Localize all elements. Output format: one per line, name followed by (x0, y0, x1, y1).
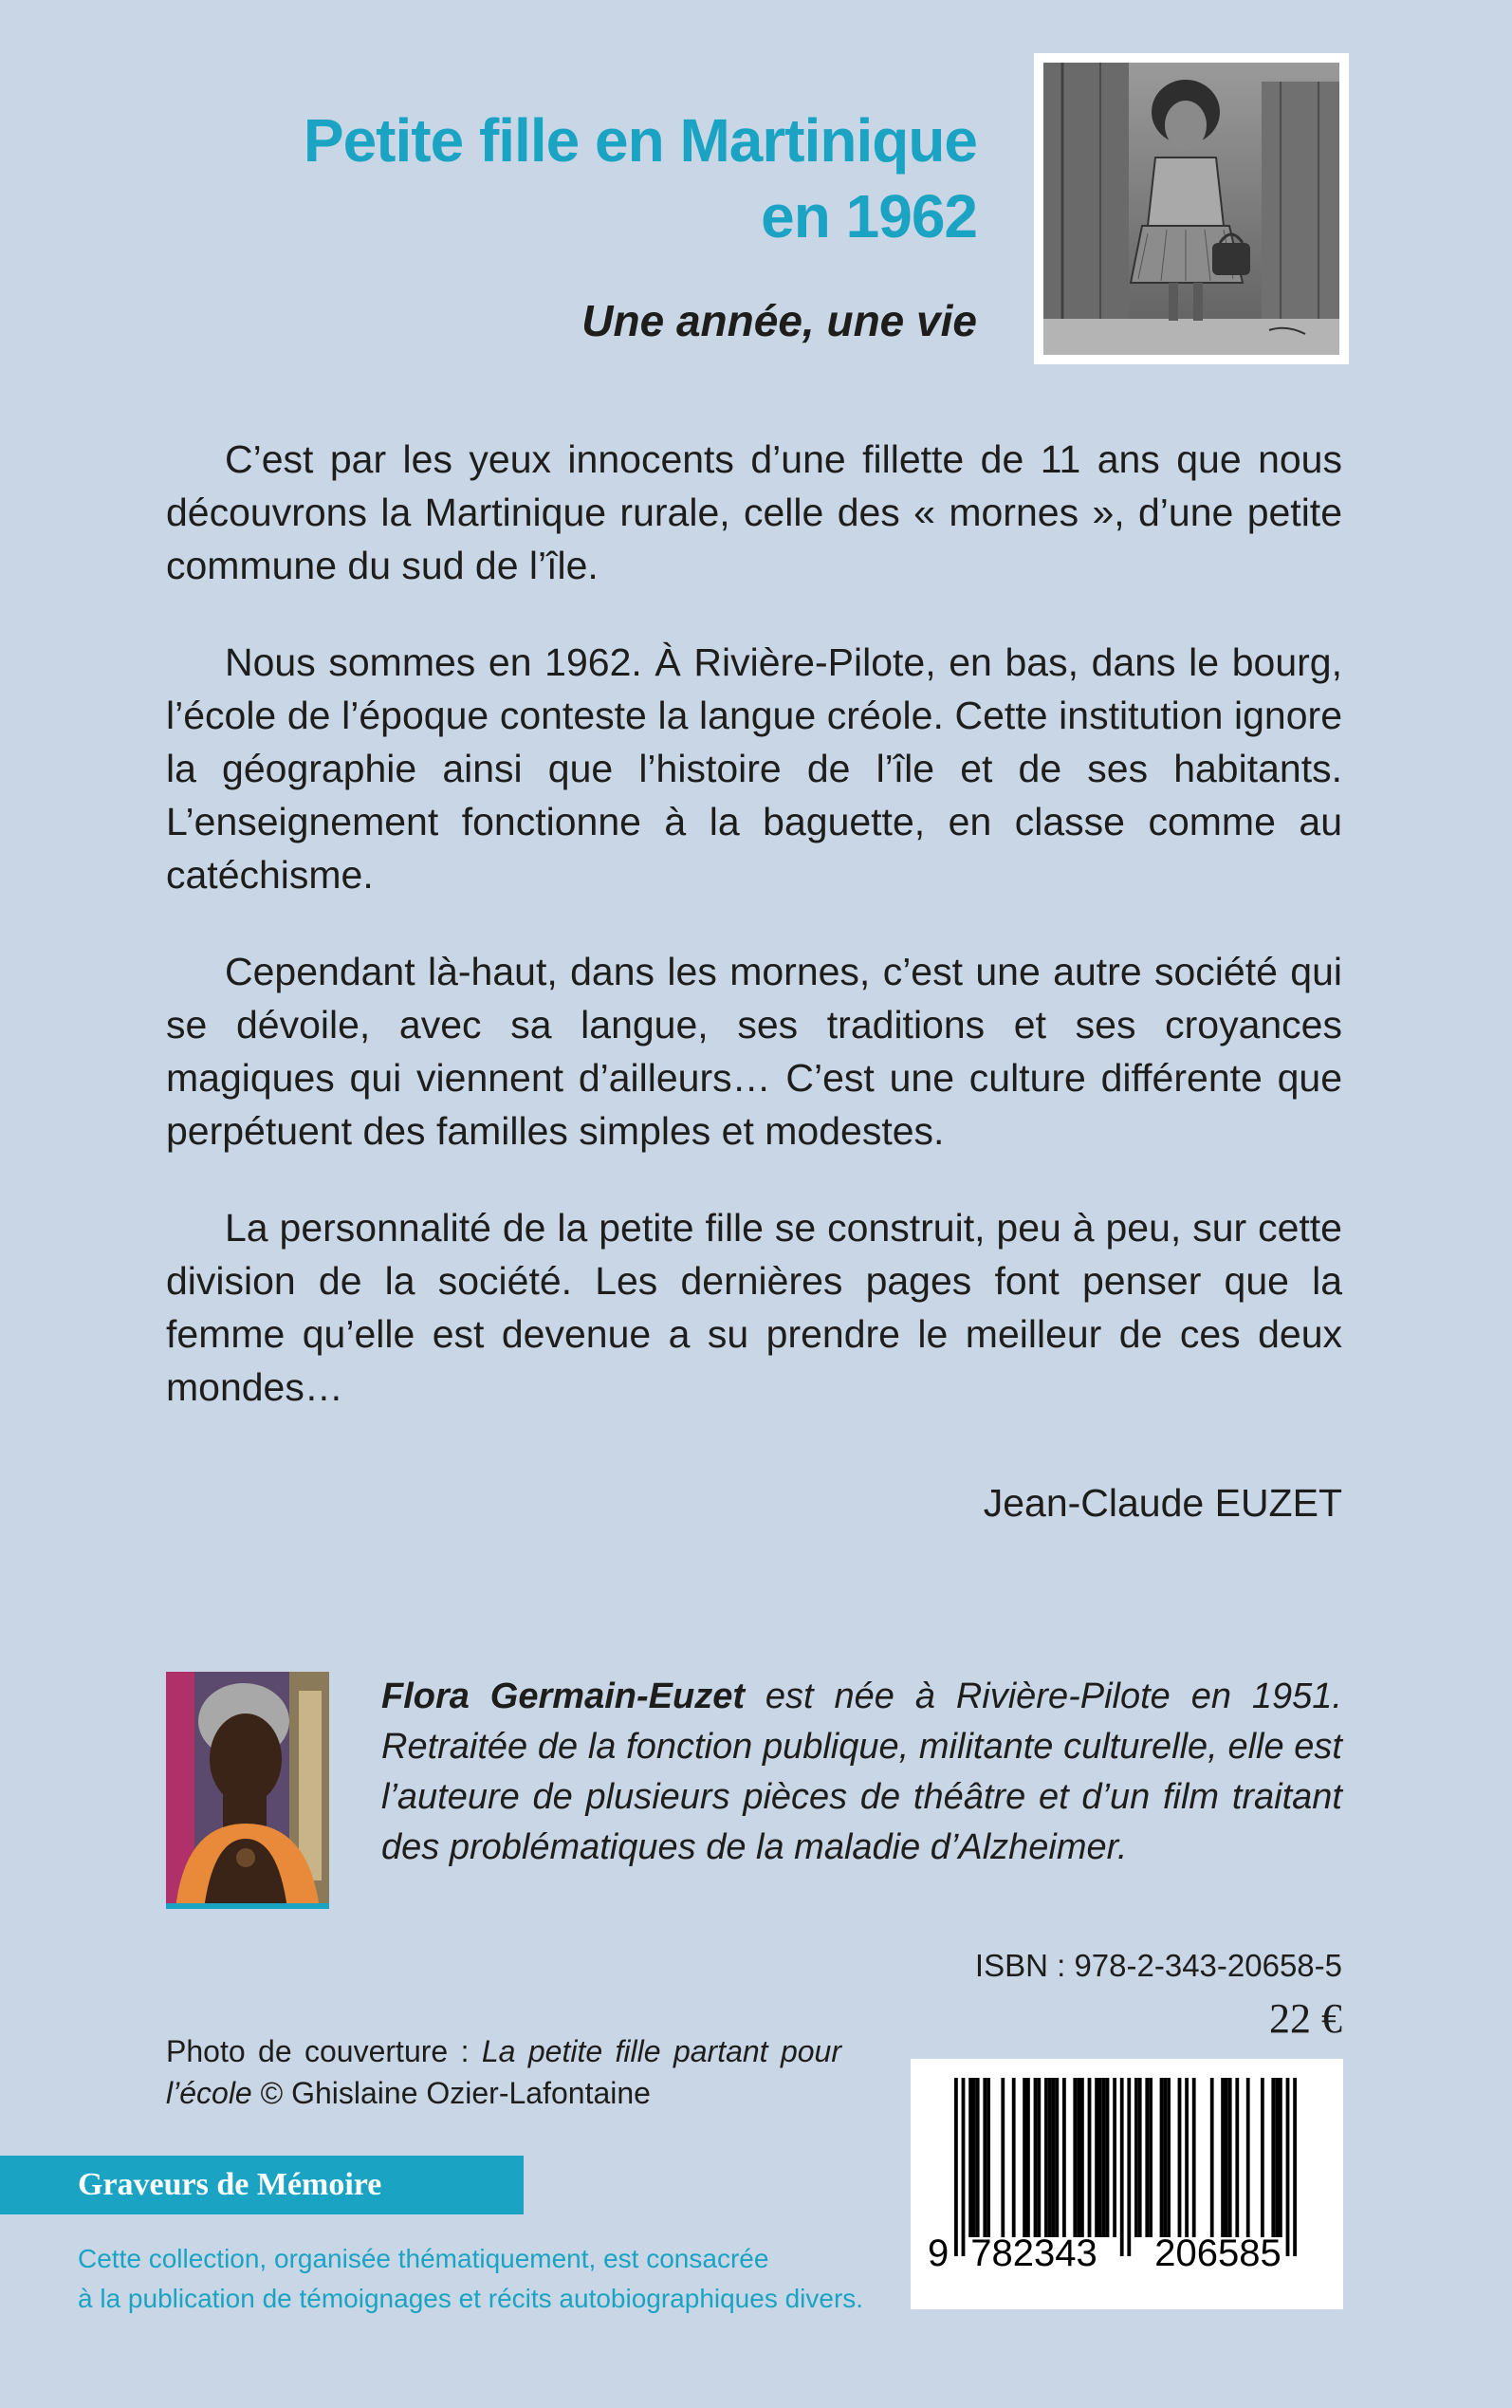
barcode-bar (976, 2078, 980, 2237)
back-cover-summary (166, 433, 1342, 1457)
barcode-bars (954, 2078, 1297, 2256)
barcode-bar (1261, 2078, 1264, 2237)
cover-drawing (1043, 63, 1339, 355)
book-subtitle: Une année, une vie (581, 296, 977, 345)
barcode-bar (954, 2078, 958, 2256)
price: 22 € (1269, 1995, 1342, 2042)
barcode-bar (1098, 2078, 1102, 2237)
barcode-bar (1275, 2078, 1279, 2237)
barcode-bar (1279, 2078, 1282, 2237)
summary-paragraph: La personnalité de la petite fille se construit, peu à peu, sur cette division de la société. Les dernières pages font penser que la femme qu’elle est devenue a su prendre le meilleur de ces deux mondes… (166, 1206, 1342, 1409)
barcode-bar (1235, 2078, 1239, 2237)
barcode-bar (1163, 2078, 1167, 2237)
barcode-bar (1271, 2078, 1275, 2237)
girl-sketch-illustration (1043, 63, 1339, 355)
barcode-bar (1077, 2078, 1080, 2237)
photo-credit-work-title: La petite fille partant pour l’école (166, 2034, 842, 2110)
barcode-bar (1145, 2078, 1149, 2237)
barcode-bar (1088, 2078, 1092, 2237)
barcode-bar (1192, 2078, 1196, 2237)
collection-description (78, 2239, 864, 2319)
barcode (911, 2059, 1343, 2309)
barcode-bar (1106, 2078, 1110, 2237)
author-name: Flora Germain-Euzet (381, 1676, 745, 1716)
barcode-bar (1037, 2078, 1041, 2237)
barcode-bar (1225, 2078, 1228, 2237)
barcode-bar (1120, 2078, 1124, 2256)
barcode-bar (983, 2078, 986, 2237)
barcode-box (911, 2059, 1343, 2309)
barcode-bar (1286, 2078, 1290, 2256)
barcode-bar (1246, 2078, 1250, 2237)
barcode-bar (986, 2078, 990, 2237)
barcode-bar (1293, 2078, 1297, 2256)
barcode-bar (1160, 2078, 1164, 2237)
barcode-bar (1026, 2078, 1030, 2237)
barcode-group-2: 206585 (1154, 2232, 1282, 2274)
barcode-bar (1080, 2078, 1084, 2237)
barcode-bar (1095, 2078, 1098, 2237)
barcode-bar (1052, 2078, 1056, 2237)
barcode-bar (1102, 2078, 1106, 2237)
author-bio-text: est née à Rivière-Pilote en 1951. Retraitée de la fonction publique, militante culturelle, elle est l’auteure de plusieurs pièces de théâtre et d’un film traitant des problématiques de la maladie d’Alzheimer. (381, 1676, 1342, 1867)
barcode-bar (1073, 2078, 1077, 2237)
book-title (152, 102, 977, 254)
barcode-bar (1210, 2078, 1214, 2237)
collection-description-line-2: à la publication de témoignages et récits autobiographiques divers. (78, 2284, 864, 2313)
photo-credit-prefix: Photo de couverture : (166, 2034, 482, 2068)
barcode-bar (1113, 2078, 1116, 2237)
author-portrait-image (166, 1672, 329, 1909)
barcode-bar (1134, 2078, 1138, 2237)
barcode-bar (1127, 2078, 1131, 2256)
barcode-bar (1034, 2078, 1038, 2237)
barcode-bar (1012, 2078, 1016, 2237)
photo-credit-suffix: © Ghislaine Ozier-Lafontaine (251, 2076, 651, 2110)
isbn: ISBN : 978-2-343-20658-5 (974, 1948, 1342, 1983)
book-title-line-1: Petite fille en Martinique (303, 106, 977, 175)
book-title-line-2: en 1962 (761, 182, 977, 250)
barcode-first-digit: 9 (928, 2232, 950, 2274)
barcode-bar (968, 2078, 972, 2237)
summary-paragraph: Nous sommes en 1962. À Rivière-Pilote, en bas, dans le bourg, l’école de l’époque conteste la langue créole. Cette institution ignore la géographie ainsi que l’histoire de l’île et de ses habitants. L’enseignement fonctionne à la baguette, en classe comme au catéchisme. (166, 640, 1342, 897)
barcode-bar (1221, 2078, 1225, 2237)
summary-paragraph: Cependant là-haut, dans les mornes, c’est une autre société qui se dévoile, avec sa langue, ses traditions et ses croyances magiques qui viennent d’ailleurs… C’est une culture différente que perpétuent des familles simples et modestes. (166, 950, 1342, 1153)
author-biography (381, 1672, 1342, 1873)
barcode-bar (1138, 2078, 1142, 2237)
barcode-bar (1167, 2078, 1171, 2237)
collection-name: Graveurs de Mémoire (78, 2167, 382, 2202)
collection-description-line-1: Cette collection, organisée thématiquement, est consacrée (78, 2244, 769, 2273)
barcode-bar (1062, 2078, 1066, 2237)
barcode-bar (1228, 2078, 1232, 2237)
summary-signature: Jean-Claude EUZET (983, 1481, 1342, 1525)
cover-drawing-frame (1034, 53, 1349, 364)
barcode-bar (972, 2078, 976, 2237)
photo-credit (166, 2030, 841, 2114)
barcode-bar (1048, 2078, 1052, 2237)
barcode-bar (1044, 2078, 1048, 2237)
author-photo (166, 1672, 329, 1909)
barcode-bar (962, 2078, 966, 2256)
barcode-bar (1001, 2078, 1005, 2237)
barcode-group-1: 782343 (970, 2232, 1097, 2274)
barcode-bar (1185, 2078, 1189, 2237)
barcode-bar (1149, 2078, 1152, 2237)
barcode-bar (1055, 2078, 1059, 2237)
barcode-bar (1178, 2078, 1182, 2237)
barcode-bar (1023, 2078, 1026, 2237)
summary-paragraph: C’est par les yeux innocents d’une fillette de 11 ans que nous découvrons la Martinique rurale, celle des « mornes », d’une petite commune du sud de l’île. (166, 437, 1342, 587)
